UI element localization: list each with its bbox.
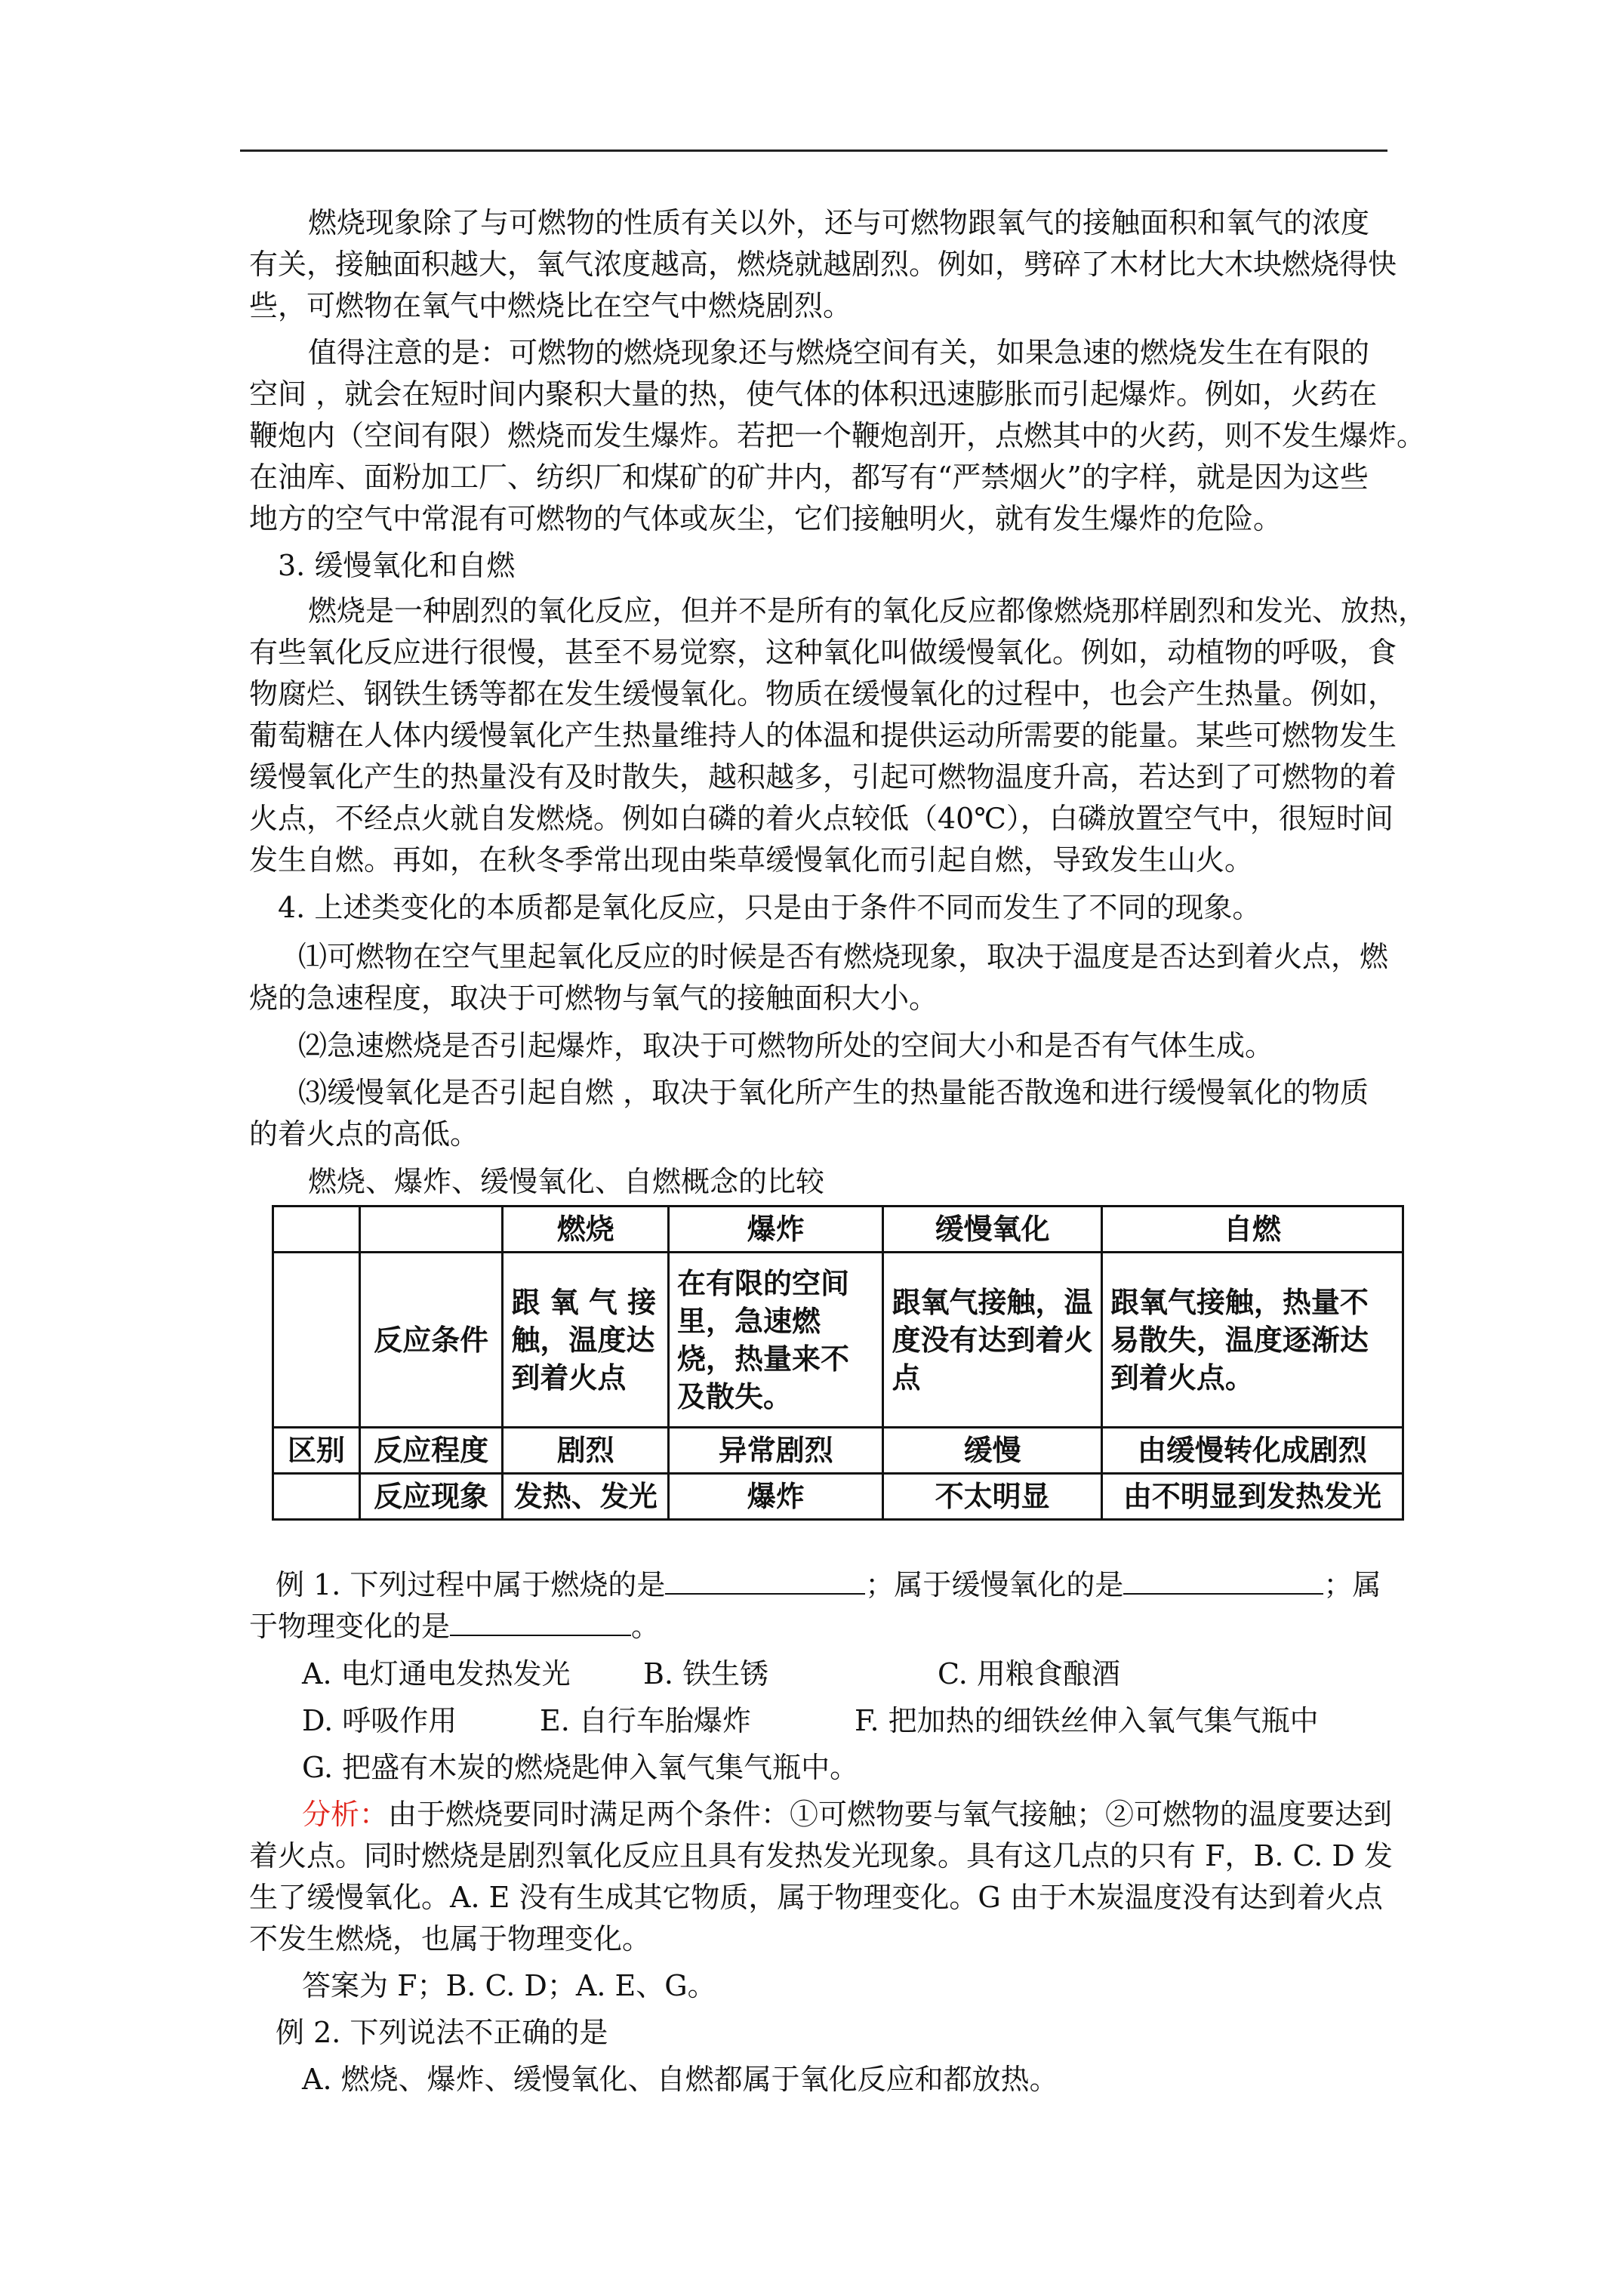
example-1-suffix: ；属 <box>1323 1568 1381 1601</box>
s3-line-1: ⑶缓慢氧化是否引起自燃 ，取决于氧化所产生的热量能否散逸和进行缓慢氧化的物质 <box>298 1076 1369 1109</box>
example-1-question-line-1 <box>276 1564 1423 1606</box>
s2-line-1: ⑵急速燃烧是否引起爆炸，取决于可燃物所处的空间大小和是否有气体生成。 <box>298 1029 1274 1062</box>
s1-line-1: ⑴可燃物在空气里起氧化反应的时候是否有燃烧现象，取决于温度是否达到着火点，燃 <box>298 940 1389 973</box>
row-label-phenomenon: 反应现象 <box>359 1474 503 1520</box>
header-explosion: 爆炸 <box>669 1207 883 1253</box>
table-corner-cell <box>359 1207 503 1253</box>
group-spacer-cell <box>273 1474 360 1520</box>
analysis-line-1 <box>302 1794 1449 1835</box>
p2-line-1: 值得注意的是：可燃物的燃烧现象还与燃烧空间有关，如果急速的燃烧发生在有限的 <box>308 336 1370 369</box>
example-1-period: 。 <box>631 1610 661 1643</box>
example-1-option-d: D. 呼吸作用 <box>302 1704 457 1737</box>
header-slow-oxidation: 缓慢氧化 <box>883 1207 1101 1253</box>
p3-line-4: 葡萄糖在人体内缓慢氧化产生热量维持人的体温和提供运动所需要的能量。某些可燃物发生 <box>249 719 1397 752</box>
group-spacer-cell <box>273 1253 360 1428</box>
s1-line-2: 烧的急速程度，取决于可燃物与氧气的接触面积大小。 <box>249 982 938 1015</box>
p3-line-6: 火点，不经点火就自发燃烧。例如白磷的着火点较低（40℃），白磷放置空气中，很短时间 <box>249 802 1394 835</box>
header-combustion: 燃烧 <box>503 1207 669 1253</box>
table-row-degree <box>273 1428 1403 1474</box>
cell-conditions-explosion: 在有限的空间里，急速燃烧，热量来不及散失。 <box>669 1253 883 1428</box>
cell-degree-slow-oxidation: 缓慢 <box>883 1428 1101 1474</box>
cell-phenomenon-slow-oxidation: 不太明显 <box>883 1474 1101 1520</box>
cell-phenomenon-explosion: 爆炸 <box>669 1474 883 1520</box>
example-1-option-f: F. 把加热的细铁丝伸入氧气集气瓶中 <box>855 1704 1319 1737</box>
section-3-heading: 3. 缓慢氧化和自燃 <box>278 549 516 582</box>
example-1-middle: ；属于缓慢氧化的是 <box>865 1568 1124 1601</box>
example-2-question: 例 2. 下列说法不正确的是 <box>276 2016 608 2049</box>
analysis-label: 分析： <box>302 1798 389 1831</box>
example-1-option-e: E. 自行车胎爆炸 <box>540 1704 751 1737</box>
p3-line-7: 发生自燃。再如，在秋冬季常出现由柴草缓慢氧化而引起自燃，导致发生山火。 <box>249 843 1254 877</box>
row-label-conditions: 反应条件 <box>359 1253 503 1428</box>
analysis-text-1: 由于燃烧要同时满足两个条件：①可燃物要与氧气接触；②可燃物的温度要达到 <box>388 1798 1393 1831</box>
cell-degree-explosion: 异常剧烈 <box>669 1428 883 1474</box>
table-row-phenomenon <box>273 1474 1403 1520</box>
p2-line-4: 在油库、面粉加工厂、纺织厂和煤矿的矿井内，都写有“严禁烟火”的字样，就是因为这些 <box>249 461 1369 494</box>
example-1-physical-prefix: 于物理变化的是 <box>249 1610 451 1643</box>
p3-line-3: 物腐烂、钢铁生锈等都在发生缓慢氧化。物质在缓慢氧化的过程中，也会产生热量。例如， <box>249 677 1397 710</box>
cell-phenomenon-spontaneous: 由不明显到发热发光 <box>1101 1474 1403 1520</box>
p1-line-2: 有关，接触面积越大，氧气浓度越高，燃烧就越剧烈。例如，劈碎了木材比大木块燃烧得快 <box>249 248 1397 281</box>
cell-conditions-spontaneous: 跟氧气接触，热量不易散失，温度逐渐达到着火点。 <box>1101 1253 1403 1428</box>
section-4-heading: 4. 上述类变化的本质都是氧化反应，只是由于条件不同而发生了不同的现象。 <box>278 891 1261 924</box>
p3-line-1: 燃烧是一种剧烈的氧化反应，但并不是所有的氧化反应都像燃烧那样剧烈和发光、放热， <box>308 594 1427 627</box>
cell-phenomenon-combustion: 发热、发光 <box>503 1474 669 1520</box>
p2-line-5: 地方的空气中常混有可燃物的气体或灰尘，它们接触明火，就有发生爆炸的危险。 <box>249 502 1283 535</box>
example-1-answer: 答案为 F；B. C. D；A. E、G。 <box>302 1969 716 2002</box>
group-label-difference: 区别 <box>273 1428 360 1474</box>
p1-line-3: 些，可燃物在氧气中燃烧比在空气中燃烧剧烈。 <box>249 289 852 322</box>
analysis-line-2: 着火点。同时燃烧是剧烈氧化反应且具有发热发光现象。具有这几点的只有 F，B. C. D 发 <box>249 1839 1393 1872</box>
cell-conditions-combustion: 跟 氧 气 接触，温度达到着火点 <box>503 1253 669 1428</box>
example-1-option-b: B. 铁生锈 <box>643 1657 769 1690</box>
s3-line-2: 的着火点的高低。 <box>249 1117 479 1151</box>
answer-blank-slow-oxidation[interactable] <box>1123 1567 1323 1595</box>
p2-line-2: 空间 ，就会在短时间内聚积大量的热，使气体的体积迅速膨胀而引起爆炸。例如，火药在 <box>249 378 1378 411</box>
p1-line-1: 燃烧现象除了与可燃物的性质有关以外，还与可燃物跟氧气的接触面积和氧气的浓度 <box>308 206 1370 239</box>
table-caption: 燃烧、爆炸、缓慢氧化、自燃概念的比较 <box>308 1165 825 1198</box>
p3-line-5: 缓慢氧化产生的热量没有及时散失，越积越多，引起可燃物温度升高，若达到了可燃物的着 <box>249 760 1397 794</box>
p3-line-2: 有些氧化反应进行很慢，甚至不易觉察，这种氧化叫做缓慢氧化。例如，动植物的呼吸，食 <box>249 636 1397 669</box>
row-label-degree: 反应程度 <box>359 1428 503 1474</box>
example-1-option-g: G. 把盛有木炭的燃烧匙伸入氧气集气瓶中。 <box>302 1751 859 1784</box>
header-spontaneous-combustion: 自燃 <box>1101 1207 1403 1253</box>
p2-line-3: 鞭炮内（空间有限）燃烧而发生爆炸。若把一个鞭炮剖开，点燃其中的火药，则不发生爆炸。 <box>249 419 1426 452</box>
answer-blank-combustion[interactable] <box>665 1567 865 1595</box>
table-corner-cell <box>273 1207 360 1253</box>
table-header-row <box>273 1207 1403 1253</box>
analysis-line-3: 生了缓慢氧化。A. E 没有生成其它物质，属于物理变化。G 由于木炭温度没有达到着火点 <box>249 1881 1383 1914</box>
example-1-option-c: C. 用粮食酿酒 <box>938 1657 1120 1690</box>
example-1-question-line-2 <box>249 1606 1397 1647</box>
cell-conditions-slow-oxidation: 跟氧气接触，温度没有达到着火点 <box>883 1253 1101 1428</box>
example-1-prefix: 例 1. 下列过程中属于燃烧的是 <box>276 1568 666 1601</box>
cell-degree-combustion: 剧烈 <box>503 1428 669 1474</box>
analysis-line-4: 不发生燃烧，也属于物理变化。 <box>249 1922 651 1955</box>
cell-degree-spontaneous: 由缓慢转化成剧烈 <box>1101 1428 1403 1474</box>
answer-blank-physical-change[interactable] <box>450 1609 631 1636</box>
example-2-option-a: A. 燃烧、爆炸、缓慢氧化、自燃都属于氧化反应和都放热。 <box>302 2063 1058 2096</box>
table-row-conditions <box>273 1253 1403 1428</box>
header-rule <box>240 149 1387 152</box>
example-1-option-a: A. 电灯通电发热发光 <box>302 1657 571 1690</box>
comparison-table <box>272 1205 1404 1521</box>
